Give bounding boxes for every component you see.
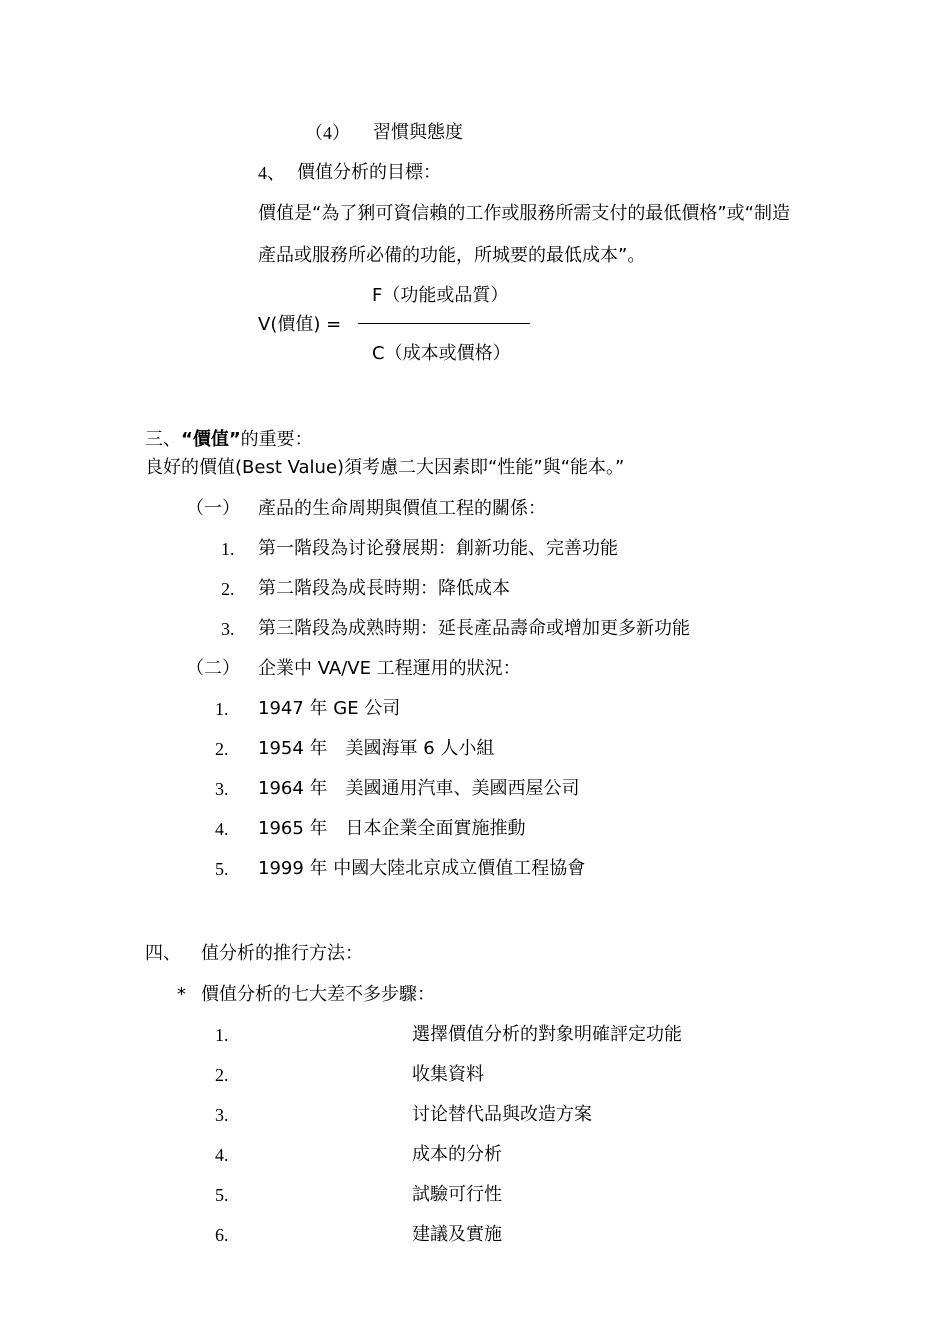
step-number: 4. xyxy=(215,1145,229,1165)
sub1-item-text: 第二階段為成長時期：降低成本 xyxy=(258,578,510,599)
formula-denominator: C（成本或價格） xyxy=(372,343,511,364)
sub1-item-number: 2. xyxy=(221,579,235,599)
goal-title: 價值分析的目標： xyxy=(297,162,441,183)
sub1-title: 產品的生命周期與價值工程的關係： xyxy=(258,498,546,519)
step-number: 3. xyxy=(215,1105,229,1125)
step-text: 成本的分析 xyxy=(412,1144,502,1165)
section3-intro: 良好的價值(Best Value)須考慮二大因素即“性能”與“能本。” xyxy=(145,457,625,478)
sub2-item-number: 1. xyxy=(215,699,229,719)
section3-heading xyxy=(145,428,313,452)
sub2-item-text: 1964 年 美國通用汽車、美國西屋公司 xyxy=(258,778,580,799)
section3-heading-prefix: 三、 xyxy=(145,429,181,450)
sub1-item-number: 3. xyxy=(221,619,235,639)
sub1-item-text: 第一階段為讨论發展期：創新功能、完善功能 xyxy=(258,538,618,559)
star-bullet: * xyxy=(177,984,186,1005)
sub1-item-number: 1. xyxy=(221,539,235,559)
step-text: 收集資料 xyxy=(412,1064,484,1085)
formula-numerator: F（功能或品質） xyxy=(372,285,509,306)
steps-intro: 價值分析的七大差不多步驟： xyxy=(201,984,435,1005)
goal-paragraph-line2: 產品或服務所必備的功能，所城要的最低成本”。 xyxy=(258,245,646,266)
sub1-item-text: 第三階段為成熟時期：延長產品壽命或增加更多新功能 xyxy=(258,618,690,639)
fraction-bar xyxy=(358,323,530,324)
sub2-marker: （二） xyxy=(186,658,240,679)
step-text: 讨论替代品與改造方案 xyxy=(412,1104,592,1125)
step-number: 5. xyxy=(215,1185,229,1205)
step-number: 6. xyxy=(215,1225,229,1245)
formula-lhs: V(價值) = xyxy=(258,314,342,335)
step-text: 選擇價值分析的對象明確評定功能 xyxy=(412,1024,682,1045)
sub2-item-number: 5. xyxy=(215,859,229,879)
section4-heading: 值分析的推行方法： xyxy=(201,943,363,964)
step-text: 建議及實施 xyxy=(412,1224,502,1245)
sub2-item-text: 1965 年 日本企業全面實施推動 xyxy=(258,818,526,839)
step-text: 試驗可行性 xyxy=(412,1184,502,1205)
goal-number: 4、 xyxy=(258,163,285,183)
sub2-item-text: 1954 年 美國海軍 6 人小組 xyxy=(258,738,495,759)
step-number: 1. xyxy=(215,1025,229,1045)
item4-text: 習慣與態度 xyxy=(373,122,463,143)
section3-heading-bold: “價值” xyxy=(181,429,241,450)
goal-paragraph-line1: 價值是“為了猁可資信賴的工作或服務所需支付的最低價格”或“制造 xyxy=(258,203,790,224)
section3-heading-suffix: 的重要： xyxy=(240,429,313,450)
sub2-item-text: 1947 年 GE 公司 xyxy=(258,698,401,719)
sub2-item-number: 3. xyxy=(215,779,229,799)
sub2-item-text: 1999 年 中國大陸北京成立價值工程協會 xyxy=(258,858,586,879)
sub1-marker: （一） xyxy=(186,498,240,519)
sub2-item-number: 2. xyxy=(215,739,229,759)
section4-heading-number: 四、 xyxy=(145,943,181,964)
item4-marker: （4） xyxy=(305,123,350,143)
sub2-title: 企業中 VA/VE 工程運用的狀況： xyxy=(258,658,521,679)
step-number: 2. xyxy=(215,1065,229,1085)
sub2-item-number: 4. xyxy=(215,819,229,839)
